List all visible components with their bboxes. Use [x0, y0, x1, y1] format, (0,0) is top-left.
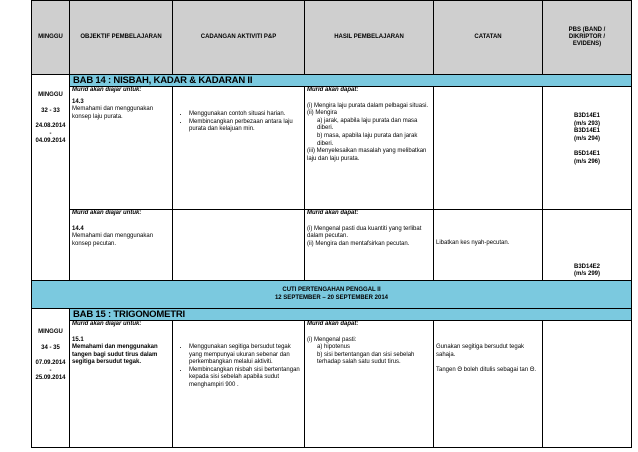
- header-minggu: MINGGU: [32, 1, 70, 75]
- cuti-dates: 12 SEPTEMBER – 20 SEPTEMBER 2014: [274, 294, 389, 301]
- bab15-title-row: [32, 309, 632, 321]
- bab15-week: 34 - 35: [41, 344, 60, 351]
- activity-item: • Menggunakan contoh situasi harian.: [189, 111, 302, 119]
- obj-text: Memahami dan menggunakan konsep pecutan.: [72, 233, 154, 247]
- bab15-hasil-15-1: [305, 321, 434, 448]
- obj-code: 14.4: [72, 225, 84, 232]
- hasil-intro: Murid akan dapat:: [307, 321, 359, 327]
- pbs-code: B5D14E1: [573, 151, 600, 158]
- bab15-row-15-1: [32, 321, 632, 448]
- hasil-item: (i) Mengira laju purata dalam pelbagai situasi.: [307, 102, 429, 109]
- cuti-banner: [32, 281, 632, 309]
- catatan-text: Libatkan kes nyah-pecutan.: [436, 240, 510, 246]
- bab14-pbs-14-4: [543, 210, 632, 281]
- header-cadangan: CADANGAN AKTIVITI P&P: [173, 1, 305, 75]
- bab15-title: BAB 15 : TRIGONOMETRI: [70, 309, 632, 321]
- pbs-code: B3D14E2: [573, 263, 600, 270]
- pbs-page: (m/s 299): [573, 271, 600, 278]
- catatan-text: Gunakan segitiga bersudut tegak sahaja.: [436, 344, 525, 358]
- hasil-item: (ii) Mengira: [307, 110, 338, 117]
- bab14-row-14-3: [32, 87, 632, 210]
- bab15-catatan-15-1: [434, 321, 543, 448]
- header-row: [32, 1, 632, 75]
- pbs-page: (m/s 293): [573, 120, 600, 127]
- bab14-title-row: [32, 75, 632, 87]
- pbs-code: B3D14E1: [573, 128, 600, 135]
- bab15-minggu-cell: [32, 309, 70, 448]
- activity-item: • Membincangkan nisbah sisi bertentangan kepada sisi sebelah apabila sudut menghampiri 900 .: [189, 367, 302, 390]
- bab14-catatan-14-4: [434, 210, 543, 281]
- bab15-date-sep: -: [49, 367, 52, 374]
- catatan-text: Tangen Θ boleh ditulis sebagai tan Θ.: [436, 367, 537, 374]
- header-pbs: PBS (BAND / DIKRIPTOR / EVIDENS): [543, 1, 632, 75]
- hasil-subitem: b) masa, apabila laju purata dan jarak diberi.: [317, 132, 418, 147]
- bab14-cadangan-14-3: [173, 87, 305, 210]
- bab14-pbs-14-3: [543, 87, 632, 210]
- cuti-title: CUTI PERTENGAHAN PENGGAL II: [282, 286, 381, 293]
- bab15-pbs-15-1: [543, 321, 632, 448]
- bab14-date-sep: -: [49, 130, 52, 137]
- hasil-subitem: a) jarak, apabila laju purata dan masa diberi.: [317, 117, 418, 132]
- hasil-item: (i) Mengenal pasti:: [307, 336, 357, 343]
- bab14-week: 32 - 33: [41, 107, 60, 114]
- obj-intro: Murid akan diajar untuk:: [72, 210, 142, 216]
- bab15-minggu-label: MINGGU: [38, 329, 63, 335]
- activity-item: • Membincangkan perbezaan antara laju purata dan kelajuan min.: [189, 119, 302, 134]
- bab14-date-end: 04.09.2014: [35, 138, 66, 145]
- bab14-minggu-cell: [32, 75, 70, 281]
- bab15-cadangan-15-1: [173, 321, 305, 448]
- bab14-title: BAB 14 : NISBAH, KADAR & KADARAN II: [70, 75, 632, 87]
- pbs-page: (m/s 294): [573, 135, 600, 142]
- bab15-date-end: 25.09.2014: [35, 375, 66, 382]
- obj-text: Memahami dan menggunakan tangen bagi sudut tirus dalam segitiga bersudut tegak.: [72, 344, 158, 366]
- hasil-subitem: a) hipotenus: [317, 344, 351, 351]
- hasil-item: (i) Mengenal pasti dua kuantiti yang terlibat dalam pecutan.: [307, 225, 422, 240]
- bab14-cadangan-14-4: [173, 210, 305, 281]
- hasil-item: (iii) Menyelesaikan masalah yang melibatkan laju dan laju purata.: [307, 148, 427, 162]
- pbs-code: B3D14E1: [573, 113, 600, 119]
- bab14-objektif-14-4: [70, 210, 173, 281]
- bab15-objektif-15-1: [70, 321, 173, 448]
- obj-text: Memahami dan menggunakan konsep laju purata.: [72, 106, 154, 120]
- bab14-minggu-label: MINGGU: [38, 92, 63, 98]
- obj-code: 14.3: [72, 98, 84, 105]
- bab14-objektif-14-3: [70, 87, 173, 210]
- bab14-date-start: 24.08.2014: [35, 123, 66, 130]
- hasil-intro: Murid akan dapat:: [307, 87, 359, 93]
- header-objektif: OBJEKTIF PEMBELAJARAN: [70, 1, 173, 75]
- bab14-row-14-4: [32, 210, 632, 281]
- hasil-item: (ii) Mengira dan mentafsirkan pecutan.: [307, 240, 410, 247]
- bab14-catatan-14-3: [434, 87, 543, 210]
- header-hasil: HASIL PEMBELAJARAN: [305, 1, 434, 75]
- lesson-plan-sheet: [31, 0, 631, 448]
- hasil-subitem: b) sisi bertentangan dan sisi sebelah terhadap salah satu sudut tirus.: [317, 351, 415, 366]
- obj-intro: Murid akan diajar untuk:: [72, 321, 142, 327]
- bab14-hasil-14-3: [305, 87, 434, 210]
- obj-code: 15.1: [72, 336, 84, 343]
- cuti-row: [32, 281, 632, 309]
- header-catatan: CATATAN: [434, 1, 543, 75]
- pbs-page: (m/s 296): [573, 158, 600, 165]
- bab14-hasil-14-4: [305, 210, 434, 281]
- lesson-plan-table: [31, 0, 632, 448]
- activity-item: • Menggunakan segitiga bersudut tegak yang mempunyai ukuran sebenar dan perkembangkan melalui aktiviti.: [189, 344, 302, 367]
- bab15-date-start: 07.09.2014: [35, 360, 66, 367]
- hasil-intro: Murid akan dapat:: [307, 210, 359, 216]
- obj-intro: Murid akan diajar untuk:: [72, 87, 142, 93]
